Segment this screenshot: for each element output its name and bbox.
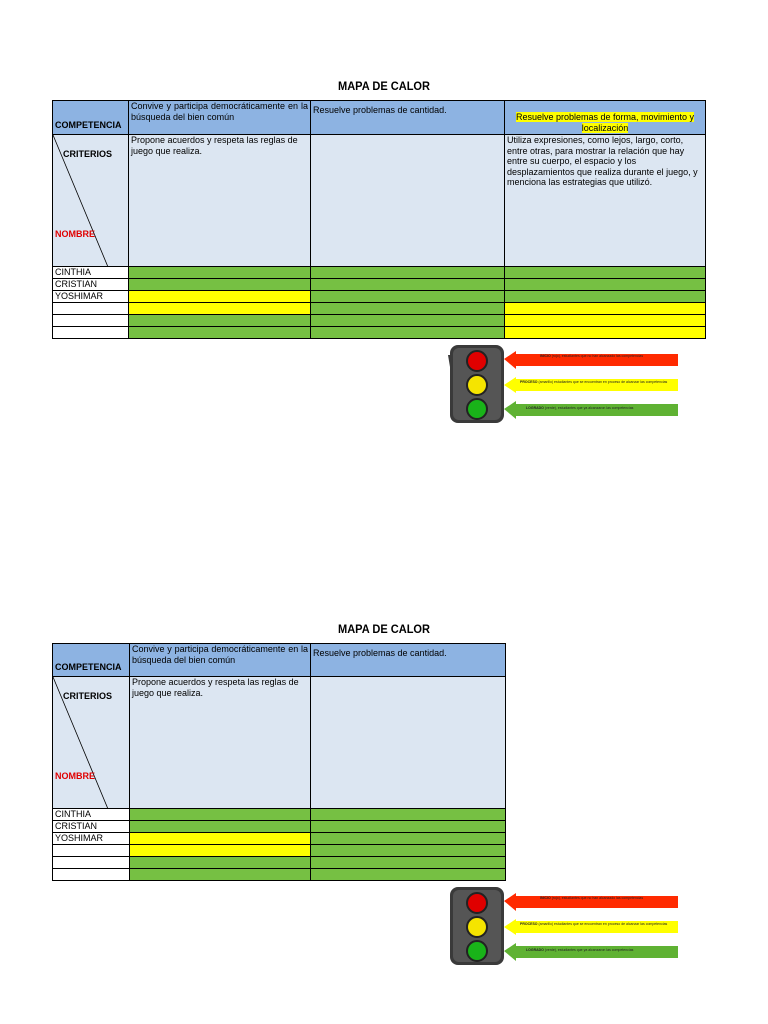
heat-cell xyxy=(130,821,311,833)
competencia-label: COMPETENCIA xyxy=(53,644,130,677)
competencia-3: Resuelve problemas de forma, movimiento y localización xyxy=(505,101,706,135)
heat-cell xyxy=(505,267,706,279)
heat-cell xyxy=(311,279,505,291)
heat-cell xyxy=(311,267,505,279)
student-name: CRISTIAN xyxy=(53,279,129,291)
traffic-light-legend xyxy=(448,885,683,967)
legend-proceso: PROCESO (amarillo) estudiantes que se encuentran en proceso de alcanzar las competencias xyxy=(520,380,668,384)
criterios-label: CRITERIOS xyxy=(63,149,113,159)
heat-cell xyxy=(311,857,506,869)
heat-cell xyxy=(505,327,706,339)
map1-table xyxy=(52,100,706,339)
student-name: YOSHIMAR xyxy=(53,833,130,845)
competencia-2: Resuelve problemas de cantidad. xyxy=(311,644,506,677)
student-name: CRISTIAN xyxy=(53,821,130,833)
legend-inicio: INICIO (rojo), estudiantes que no han alcanzado las competencias xyxy=(540,896,644,900)
criterio-1: Propone acuerdos y respeta las reglas de juego que realiza. xyxy=(130,677,311,809)
heat-cell xyxy=(311,845,506,857)
criterio-1: Propone acuerdos y respeta las reglas de juego que realiza. xyxy=(129,135,311,267)
heat-cell xyxy=(130,857,311,869)
student-name: CINTHIA xyxy=(53,267,129,279)
heat-cell xyxy=(129,315,311,327)
competencia-2: Resuelve problemas de cantidad. xyxy=(311,101,505,135)
student-name: YOSHIMAR xyxy=(53,291,129,303)
heat-cell xyxy=(129,291,311,303)
nombre-label: NOMBRE xyxy=(55,229,95,239)
heat-cell xyxy=(311,327,505,339)
heat-cell xyxy=(311,315,505,327)
heat-cell xyxy=(130,845,311,857)
nombre-label: NOMBRE xyxy=(55,771,95,781)
criterio-3: Utiliza expresiones, como lejos, largo, corto, entre otras, para mostrar la relación que hay entre su cuerpo, el espacio y los desplazamientos que realiza durante el juego, y menciona las estrategias que utilizó. xyxy=(505,135,706,267)
heat-cell xyxy=(505,303,706,315)
heat-cell xyxy=(311,291,505,303)
heat-cell xyxy=(311,303,505,315)
legend-inicio: INICIO (rojo), estudiantes que no han alcanzado las competencias xyxy=(540,354,644,358)
heat-cell xyxy=(311,833,506,845)
heat-cell xyxy=(505,291,706,303)
heat-cell xyxy=(129,303,311,315)
map2-table xyxy=(52,643,506,881)
heat-cell xyxy=(130,869,311,881)
legend-logrado: LOGRADO (verde), estudiantes que ya alcanzaron las competencias xyxy=(526,406,634,410)
student-name xyxy=(53,869,130,881)
student-name xyxy=(53,327,129,339)
student-name xyxy=(53,845,130,857)
heat-cell xyxy=(129,279,311,291)
heat-cell xyxy=(130,809,311,821)
heat-cell xyxy=(311,821,506,833)
map2-title: MAPA DE CALOR xyxy=(338,622,430,636)
criterios-nombre-corner xyxy=(53,135,129,267)
criterios-nombre-corner xyxy=(53,677,130,809)
heat-cell xyxy=(505,315,706,327)
heat-cell xyxy=(505,279,706,291)
heat-cell xyxy=(129,327,311,339)
traffic-light-legend xyxy=(448,343,683,425)
map1-title: MAPA DE CALOR xyxy=(338,79,430,93)
student-name xyxy=(53,315,129,327)
heat-cell xyxy=(129,267,311,279)
heat-cell xyxy=(311,869,506,881)
criterios-label: CRITERIOS xyxy=(63,691,113,701)
student-name xyxy=(53,857,130,869)
heat-cell xyxy=(130,833,311,845)
criterio-2 xyxy=(311,135,505,267)
student-name: CINTHIA xyxy=(53,809,130,821)
heat-cell xyxy=(311,809,506,821)
competencia-1: Convive y participa democráticamente en la búsqueda del bien común xyxy=(130,644,311,677)
legend-logrado: LOGRADO (verde), estudiantes que ya alcanzaron las competencias xyxy=(526,948,634,952)
legend-proceso: PROCESO (amarillo) estudiantes que se encuentran en proceso de alcanzar las competencias xyxy=(520,922,668,926)
student-name xyxy=(53,303,129,315)
criterio-2 xyxy=(311,677,506,809)
competencia-label: COMPETENCIA xyxy=(53,101,129,135)
competencia-1: Convive y participa democráticamente en la búsqueda del bien común xyxy=(129,101,311,135)
